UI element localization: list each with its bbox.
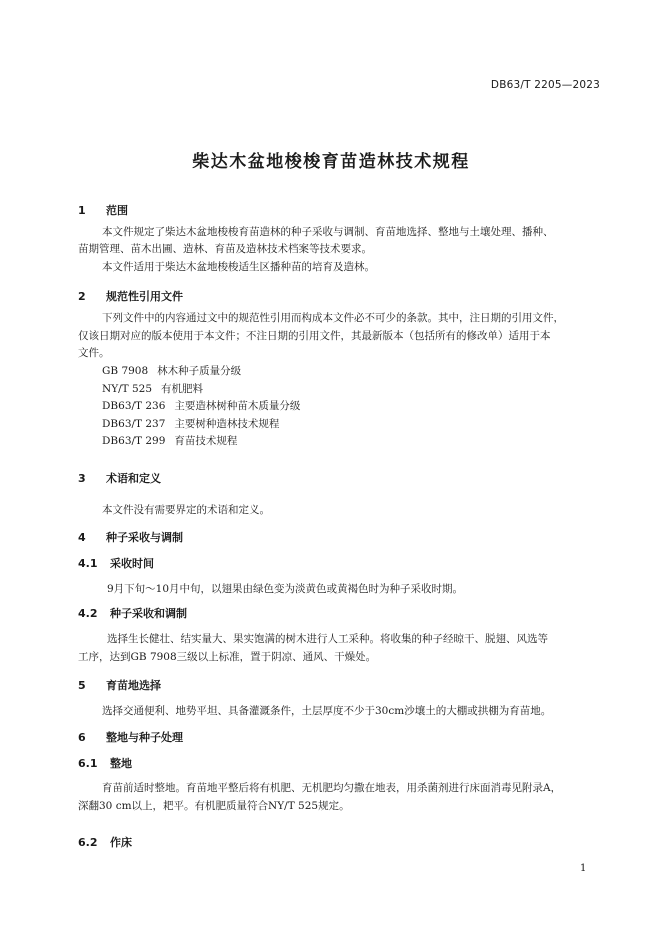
section-number: 6 — [78, 731, 86, 744]
subsection-6-2-heading — [78, 834, 132, 850]
paragraph-line: 深翻30 cm以上，耙平。有机肥质量符合NY/T 525规定。 — [78, 800, 350, 812]
reference-code: DB63/T 237 — [102, 418, 166, 430]
subsection-number: 6.2 — [78, 836, 98, 849]
section-number: 5 — [78, 679, 86, 692]
section-number: 3 — [78, 472, 86, 485]
section-3-heading — [78, 470, 161, 486]
reference-item — [102, 433, 237, 450]
reference-title: 林木种子质量分级 — [157, 365, 242, 377]
paragraph-line: 本文件规定了柴达木盆地梭梭育苗造林的种子采收与调制、育苗地选择、整地与土壤处理、播种、 — [102, 226, 554, 238]
page-number: 1 — [580, 863, 587, 874]
reference-item — [102, 416, 279, 433]
section-title: 规范性引用文件 — [106, 290, 183, 303]
paragraph-line: 工序，达到GB 7908三级以上标准，置于阴凉、通风、干燥处。 — [78, 651, 377, 663]
subsection-number: 4.2 — [78, 607, 98, 620]
reference-code: DB63/T 299 — [102, 435, 166, 447]
reference-title: 有机肥料 — [161, 383, 204, 395]
section-title: 整地与种子处理 — [106, 731, 183, 744]
section-title: 范围 — [106, 204, 128, 217]
subsection-title: 种子采收和调制 — [110, 607, 187, 620]
section-1-heading — [78, 202, 128, 218]
section-2-heading — [78, 288, 183, 304]
reference-title: 主要造林树种苗木质量分级 — [174, 400, 301, 412]
subsection-4-2-heading — [78, 605, 187, 621]
paragraph-line: 下列文件中的内容通过文中的规范性引用而构成本文件必不可少的条款。其中，注日期的引用文件， — [102, 312, 564, 324]
section-number: 1 — [78, 204, 86, 217]
paragraph-line: 本文件适用于柴达木盆地梭梭适生区播种苗的培育及造林。 — [102, 261, 375, 273]
subsection-title: 采收时间 — [110, 557, 154, 570]
section-title: 育苗地选择 — [106, 679, 161, 692]
reference-title: 主要树种造林技术规程 — [174, 418, 280, 430]
section-6-heading — [78, 729, 183, 745]
section-title: 术语和定义 — [106, 472, 161, 485]
paragraph-line: 本文件没有需要界定的术语和定义。 — [102, 504, 270, 516]
paragraph-line: 仅该日期对应的版本使用于本文件；不注日期的引用文件，其最新版本（包括所有的修改单）适用于本 — [78, 330, 551, 342]
paragraph-line: 选择交通便利、地势平坦、具备灌溉条件，土层厚度不少于30cm沙壤土的大棚或拱棚为育苗地。 — [102, 705, 552, 717]
subsection-title: 作床 — [110, 836, 132, 849]
reference-item — [102, 381, 203, 398]
reference-code: NY/T 525 — [102, 383, 153, 395]
section-5-heading — [78, 677, 161, 693]
subsection-number: 4.1 — [78, 557, 98, 570]
document-title: 柴达木盆地梭梭育苗造林技术规程 — [192, 152, 470, 172]
reference-code: DB63/T 236 — [102, 400, 166, 412]
section-number: 2 — [78, 290, 86, 303]
subsection-number: 6.1 — [78, 757, 98, 770]
paragraph-line: 选择生长健壮、结实量大、果实饱满的树木进行人工采种。将收集的种子经晾干、脱翅、风选等 — [107, 633, 548, 645]
paragraph-line: 育苗前适时整地。育苗地平整后将有机肥、无机肥均匀撒在地表，用杀菌剂进行床面消毒见附录A， — [102, 782, 562, 794]
subsection-6-1-heading — [78, 755, 132, 771]
reference-title: 育苗技术规程 — [174, 435, 238, 447]
reference-item — [102, 398, 300, 415]
section-4-heading — [78, 529, 183, 545]
reference-item — [102, 363, 241, 380]
document-code-header: DB63/T 2205—2023 — [490, 79, 600, 91]
paragraph-line: 9月下旬～10月中旬，以翅果由绿色变为淡黄色或黄褐色时为种子采收时期。 — [107, 583, 464, 595]
reference-code: GB 7908 — [102, 365, 149, 377]
paragraph-line: 苗期管理、苗木出圃、造林、育苗及造林技术档案等技术要求。 — [78, 243, 372, 255]
paragraph-line: 文件。 — [78, 347, 110, 359]
subsection-title: 整地 — [110, 757, 132, 770]
section-title: 种子采收与调制 — [106, 531, 183, 544]
subsection-4-1-heading — [78, 555, 154, 571]
section-number: 4 — [78, 531, 86, 544]
